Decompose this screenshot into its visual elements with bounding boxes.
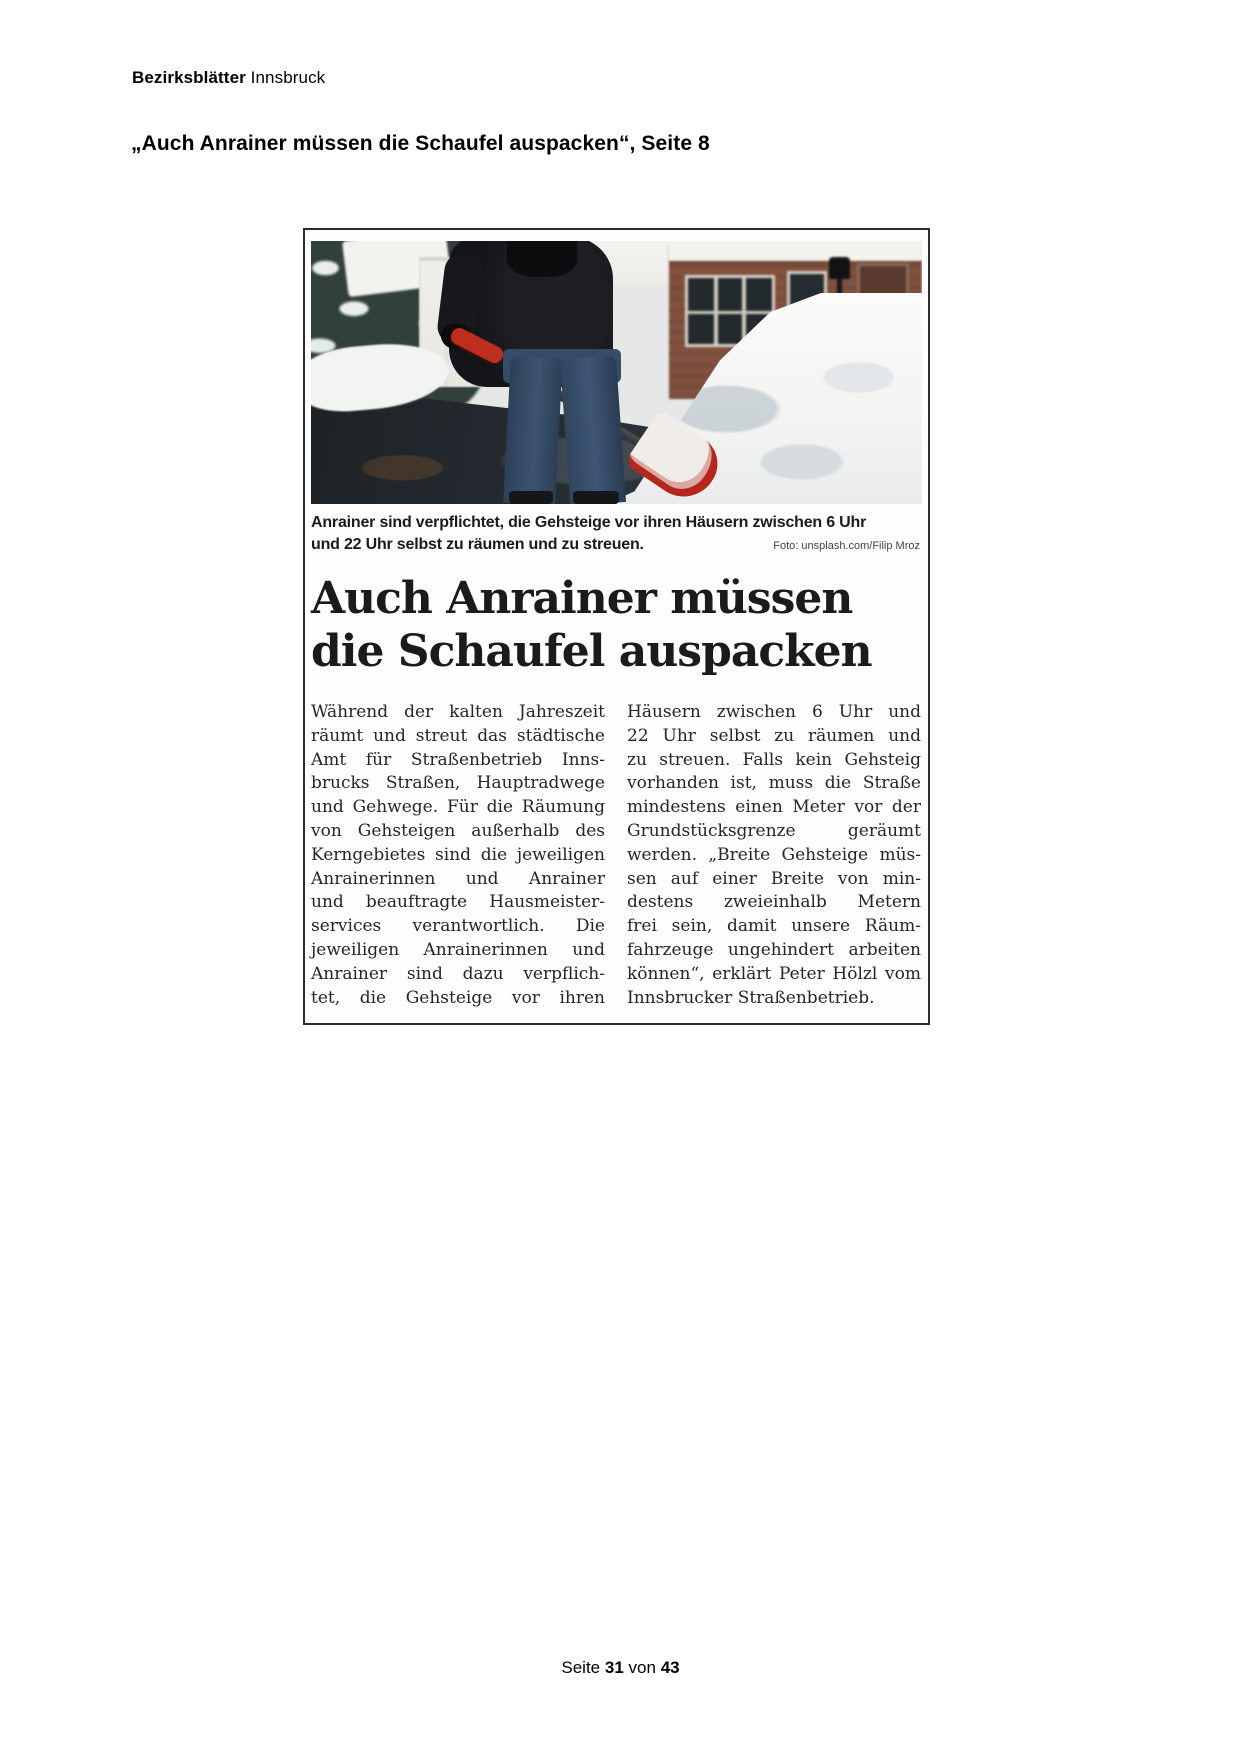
text-line: 22 Uhr selbst zu räumen und <box>627 725 921 746</box>
photo-person-right-foot <box>573 491 619 504</box>
text-line: zu streuen. Falls kein Gehsteig <box>627 749 921 770</box>
text-line: werden. „Breite Gehsteige müs- <box>627 844 921 865</box>
text-line: destens zweieinhalb Metern <box>627 892 921 913</box>
press-header <box>132 68 325 88</box>
photo-caption <box>311 512 922 557</box>
article-headline-line1: Auch Anrainer müssen <box>311 573 853 624</box>
article-photo <box>311 241 922 504</box>
text-line: können“, erklärt Peter Hölzl vom <box>627 963 921 984</box>
article-headline <box>311 572 922 678</box>
text-line: services verantwortlich. Die <box>311 916 605 937</box>
text-line: und Gehwege. Für die Räumung <box>311 797 605 818</box>
footer-of-label: von <box>628 1658 656 1677</box>
footer-page-indicator <box>0 1658 1241 1678</box>
publication-region: Innsbruck <box>250 68 326 87</box>
newspaper-clipping <box>303 228 930 1025</box>
photo-person-left-foot <box>509 491 553 504</box>
photo-person-right-leg <box>560 355 626 504</box>
text-line: fahrzeuge ungehindert arbeiten <box>627 939 921 960</box>
text-line: tet, die Gehsteige vor ihren <box>311 987 605 1008</box>
footer-total-pages: 43 <box>660 1658 680 1677</box>
text-line: Anrainer sind dazu verpflich- <box>311 963 605 984</box>
text-line: Anrainerinnen und Anrainer <box>311 868 605 889</box>
text-line: Während der kalten Jahreszeit <box>311 702 605 722</box>
text-line: mindestens einen Meter vor der <box>627 797 921 818</box>
text-line: von Gehsteigen außerhalb des <box>311 820 605 841</box>
text-line: Amt für Straßenbetrieb Inns- <box>311 749 605 770</box>
photo-person-hood <box>507 241 577 277</box>
photo-caption-row2 <box>311 534 922 557</box>
footer-page-label: Seite <box>561 1658 601 1677</box>
publication-name: Bezirksblätter <box>132 68 246 87</box>
text-line: Innsbrucker Straßenbetrieb. <box>627 987 875 1008</box>
footer-page-number: 31 <box>604 1658 624 1677</box>
photo-credit: Foto: unsplash.com/Filip Mroz <box>773 540 920 552</box>
text-line: brucks Straßen, Hauptradwege <box>311 773 605 794</box>
photo-person-left-leg <box>503 356 563 504</box>
text-line: jeweiligen Anrainerinnen und <box>311 939 605 960</box>
photo-lamp-head <box>829 257 850 279</box>
text-line: Kerngebietes sind die jeweiligen <box>311 844 605 865</box>
text-line: und beauftragte Hausmeister- <box>311 892 605 913</box>
body-column-left <box>311 701 605 1010</box>
text-line: räumt und streut das städtische <box>311 725 605 746</box>
article-headline-line2: die Schaufel auspacken <box>311 626 872 677</box>
text-line: vorhanden ist, muss die Straße <box>627 773 921 794</box>
text-line: Häusern zwischen 6 Uhr und <box>627 702 921 722</box>
photo-caption-line1: Anrainer sind verpflichtet, die Gehsteige vor ihren Häusern zwischen 6 Uhr <box>311 514 867 531</box>
text-line: sen auf einer Breite von min- <box>627 868 921 889</box>
article-body <box>311 701 922 1010</box>
page-title: „Auch Anrainer müssen die Schaufel auspacken“, Seite 8 <box>131 132 710 155</box>
text-line: Grundstücksgrenze geräumt <box>627 820 921 841</box>
photo-roof-snow <box>669 241 922 261</box>
text-line: frei sein, damit unsere Räum- <box>627 916 921 937</box>
photo-caption-line2: und 22 Uhr selbst zu räumen und zu streuen. <box>311 536 644 553</box>
body-column-right <box>627 701 921 1010</box>
